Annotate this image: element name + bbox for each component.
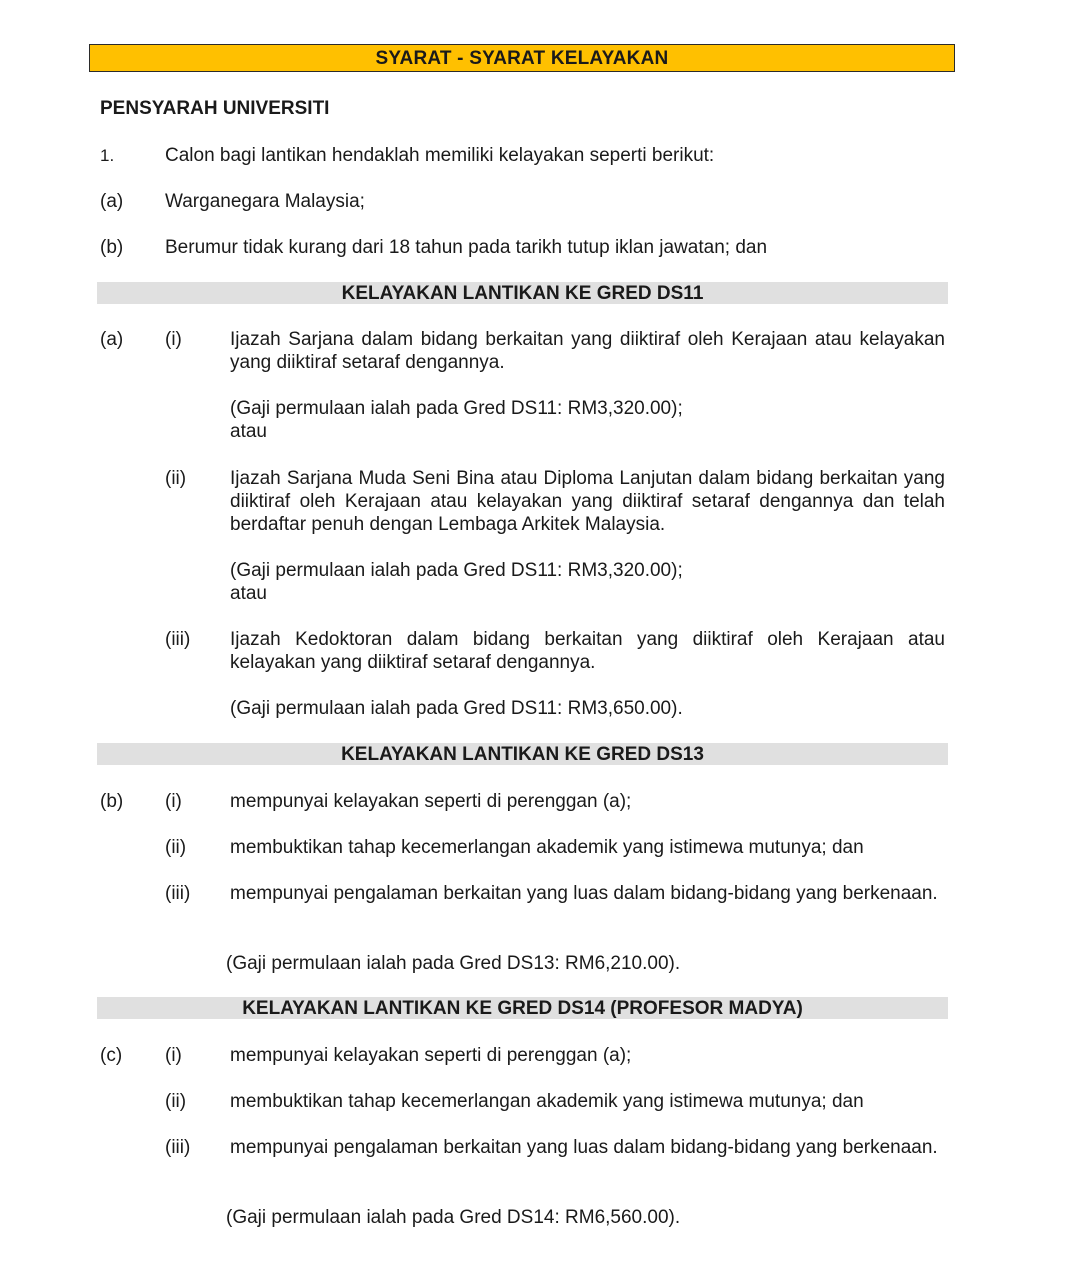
section-label: (c) [100,1045,123,1066]
item-label: (iii) [165,1137,191,1158]
item-label: (ii) [165,1091,187,1112]
intro-item-text: Warganegara Malaysia; [165,191,365,212]
item-label: (i) [165,329,182,350]
salary-text: (Gaji permulaan ialah pada Gred DS11: RM3,320.00); [230,560,683,581]
intro-item-label: (b) [100,237,124,258]
connector-text: atau [230,421,267,442]
item-label: (i) [165,1045,182,1066]
document-title: SYARAT - SYARAT KELAYAKAN [89,44,955,72]
salary-text: (Gaji permulaan ialah pada Gred DS13: RM6,210.00). [226,953,681,974]
intro-text: Calon bagi lantikan hendaklah memiliki kelayakan seperti berikut: [165,145,715,166]
connector-text: atau [230,583,267,604]
section-label: (b) [100,791,124,812]
intro-item-label: (a) [100,191,124,212]
salary-text: (Gaji permulaan ialah pada Gred DS11: RM3,320.00); [230,398,683,419]
section-header-ds11: KELAYAKAN LANTIKAN KE GRED DS11 [97,282,948,304]
item-text: membuktikan tahap kecemerlangan akademik yang istimewa mutunya; dan [230,837,864,858]
section-label: (a) [100,329,124,350]
item-text: mempunyai kelayakan seperti di perenggan (a); [230,1045,632,1066]
item-label: (iii) [165,629,191,650]
item-label: (i) [165,791,182,812]
salary-text: (Gaji permulaan ialah pada Gred DS14: RM6,560.00). [226,1207,681,1228]
item-text: mempunyai kelayakan seperti di perenggan (a); [230,791,632,812]
item-text: membuktikan tahap kecemerlangan akademik yang istimewa mutunya; dan [230,1091,864,1112]
item-text: Ijazah Sarjana dalam bidang berkaitan yang diiktiraf oleh Kerajaan atau kelayakan yang diiktiraf setaraf dengannya. [230,329,945,373]
intro-number: 1. [100,146,115,165]
item-label: (iii) [165,883,191,904]
post-title: PENSYARAH UNIVERSITI [100,98,330,119]
item-label: (ii) [165,837,187,858]
section-header-ds14: KELAYAKAN LANTIKAN KE GRED DS14 (PROFESOR MADYA) [97,997,948,1019]
section-header-ds13: KELAYAKAN LANTIKAN KE GRED DS13 [97,743,948,765]
item-label: (ii) [165,468,187,489]
item-text: Ijazah Sarjana Muda Seni Bina atau Diploma Lanjutan dalam bidang berkaitan yang diiktiraf oleh Kerajaan atau kelayakan yang diiktiraf setaraf dengannya dan telah berdaftar penuh dengan Lembaga Arkitek Malaysia. [230,468,945,535]
item-text: mempunyai pengalaman berkaitan yang luas dalam bidang-bidang yang berkenaan. [230,1137,938,1158]
item-text: Ijazah Kedoktoran dalam bidang berkaitan yang diiktiraf oleh Kerajaan atau kelayakan yang diiktiraf setaraf dengannya. [230,629,945,673]
item-text: mempunyai pengalaman berkaitan yang luas dalam bidang-bidang yang berkenaan. [230,883,938,904]
salary-text: (Gaji permulaan ialah pada Gred DS11: RM3,650.00). [230,698,683,719]
intro-item-text: Berumur tidak kurang dari 18 tahun pada tarikh tutup iklan jawatan; dan [165,237,768,258]
